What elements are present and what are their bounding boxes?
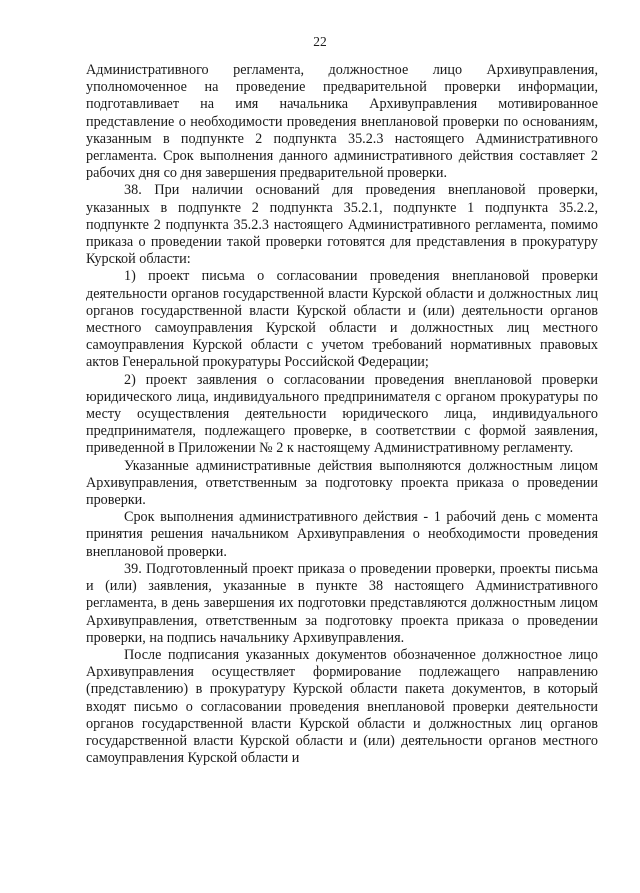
paragraph-item-38: 38. При наличии оснований для проведения внеплановой проверки, указанных в подпункте 2 подпункта 35.2.1, подпункте 1 подпункта 35.2.2, подпункте 2 подпункта 35.2.3 настоящего Административного регламента, помимо приказа о проведении такой проверки готовятся для представления в прокуратуру Курской области: bbox=[86, 182, 598, 268]
paragraph-after-signing: После подписания указанных документов обозначенное должностное лицо Архивуправления осуществляет формирование подлежащего направлению (представлению) в прокуратуру Курской области пакета документов, в который входят письмо о согласовании проведения внеплановой проверки деятельности органов государственной власти Курской области и должностных лиц органов государственной власти Курской области и (или) деятельности органов местного самоуправления Курской области и bbox=[86, 646, 598, 767]
document-body bbox=[86, 62, 598, 767]
paragraph-responsible: Указанные административные действия выполняются должностным лицом Архивуправления, ответственным за подготовку проекта приказа о проведении проверки. bbox=[86, 457, 598, 509]
page-number: 22 bbox=[313, 34, 327, 49]
paragraph-deadline: Срок выполнения административного действия - 1 рабочий день с момента принятия решения начальником Архивуправления о необходимости проведения внеплановой проверки. bbox=[86, 509, 598, 560]
paragraph-item-39: 39. Подготовленный проект приказа о проведении проверки, проекты письма и (или) заявления, указанные в пункте 38 настоящего Административного регламента, в день завершения их подготовки представляются должностным лицом Архивуправления, ответственным за подготовку проекта приказа о проведении проверки, на подпись начальнику Архивуправления. bbox=[86, 560, 598, 646]
paragraph-subitem-2: 2) проект заявления о согласовании проведения внеплановой проверки юридического лица, индивидуального предпринимателя с органом прокуратуры по месту осуществления деятельности юридического лица, индивидуального предпринимателя, подлежащего проверке, в соответствии с формой заявления, приведенной в Приложении № 2 к настоящему Административному регламенту. bbox=[86, 371, 598, 457]
paragraph-continuation: Административного регламента, должностное лицо Архивуправления, уполномоченное на проведение предварительной проверки информации, подготавливает на имя начальника Архивуправления мотивированное представление о необходимости проведения внеплановой проверки по основаниям, указанным в подпункте 2 подпункта 35.2.3 настоящего Административного регламента. Срок выполнения данного административного действия составляет 2 рабочих дня со дня завершения предварительной проверки. bbox=[86, 62, 598, 182]
paragraph-subitem-1: 1) проект письма о согласовании проведения внеплановой проверки деятельности органов государственной власти Курской области и должностных лиц органов государственной власти Курской области и (или) деятельности органов местного самоуправления Курской области и должностных лиц местного самоуправления Курской области с учетом требований нормативных правовых актов Генеральной прокуратуры Российской Федерации; bbox=[86, 268, 598, 371]
